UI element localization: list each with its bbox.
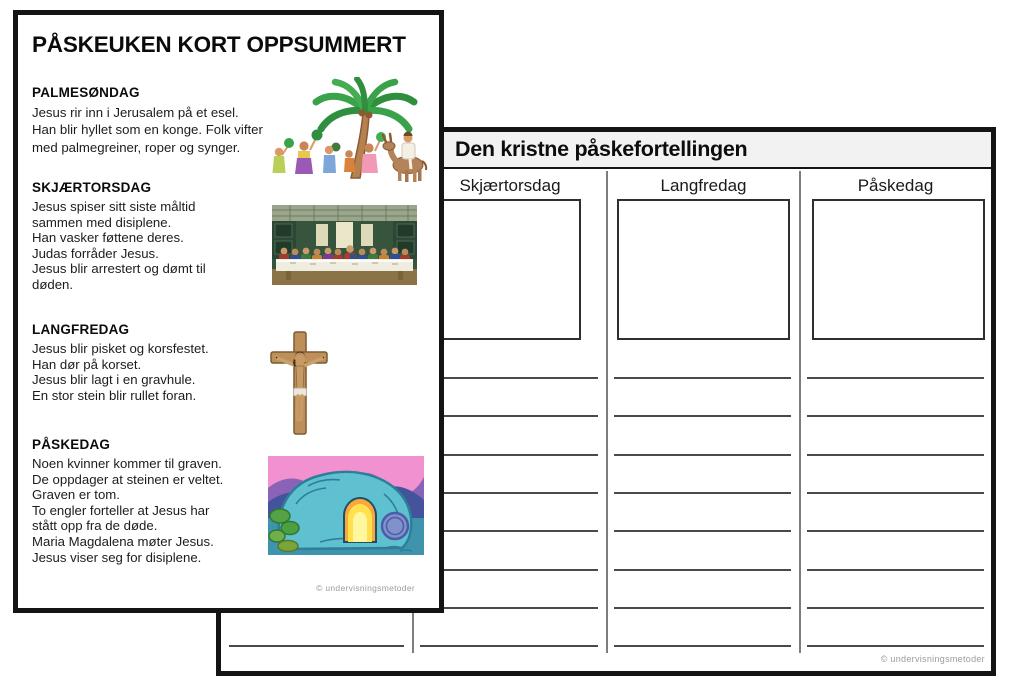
section-paaskedag [32,437,277,565]
column-separator [606,171,608,653]
last-supper-illustration [272,205,417,285]
section-heading: PALMESØNDAG [32,85,140,100]
section-heading: SKJÆRTORSDAG [32,180,152,195]
empty-tomb-illustration [268,456,424,555]
ruled-line [420,492,598,494]
body-line: med palmegreiner, roper og synger. [32,139,241,155]
ruled-line [614,454,791,456]
ruled-line [807,645,984,647]
rolled-stone [382,513,408,539]
body-line: Graven er tom. [32,487,120,503]
ruled-line [807,492,984,494]
body-line: To engler forteller at Jesus har [32,502,210,518]
body-line: sammen med disiplene. [32,214,172,230]
body-line: Jesus blir lagt i en gravhule. [32,372,196,388]
summary-credit: © undervisningsmetoder [316,583,415,593]
ruled-line [807,377,984,379]
worksheet-credit: © undervisningsmetoder [880,654,985,664]
body-line: Jesus rir inn i Jerusalem på et esel. [32,105,239,120]
ruled-line [807,415,984,417]
ruled-line [614,645,791,647]
ruled-line [807,530,984,532]
body-line: Maria Magdalena møter Jesus. [32,533,214,549]
ruled-line [807,607,984,609]
ruled-line [614,415,791,417]
ruled-line [614,530,791,532]
body-line: Jesus blir arrestert og dømt til [32,261,206,277]
body-line: Han vasker føttene deres. [32,230,184,246]
ruled-line [420,530,598,532]
body-line: Noen kvinner kommer til graven. [32,456,222,471]
body-line: Han blir hyllet som en konge. Folk vifter [32,122,263,138]
body-line: Jesus blir pisket og korsfestet. [32,341,209,356]
body-line: døden. [32,276,74,292]
ruled-line [420,645,598,647]
section-heading: LANGFREDAG [32,322,130,337]
column-label-paaskedag: Påskedag [857,176,934,195]
ruled-line [614,492,791,494]
ruled-line [807,454,984,456]
donkey-and-rider [383,132,426,183]
palm-sunday-illustration [265,77,431,183]
summary-page [13,10,444,613]
ruled-line [420,607,598,609]
ruled-line [614,377,791,379]
crowd-figures [273,130,387,175]
ruled-line [420,415,598,417]
body-line: Jesus viser seg for disiplene. [32,549,202,565]
ruled-line [420,377,598,379]
body-line: En stor stein blir rullet foran. [32,387,197,403]
column-separator [799,171,801,653]
column-label-skjaertorsdag: Skjærtorsdag [459,176,561,195]
body-line: Jesus spiser sitt siste måltid [32,199,196,214]
section-langfredag [32,322,277,403]
drawing-box-paaskedag [812,199,985,340]
section-heading: PÅSKEDAG [32,437,111,452]
drawing-box-langfredag [617,199,790,340]
body-line: stått opp fra de døde. [32,518,158,534]
ruled-line [420,454,598,456]
tomb-opening [344,498,376,542]
section-palmesondag [32,85,277,156]
drawing-box-skjaertorsdag [440,199,581,340]
ruled-line [614,607,791,609]
ruled-line [229,645,404,647]
section-skjaertorsdag [32,180,277,293]
column-label-langfredag: Langfredag [660,176,747,195]
ruled-line [614,569,791,571]
body-line: Judas forråder Jesus. [32,245,159,261]
worksheet-title: Den kristne påskefortellingen [455,137,748,161]
body-line: De oppdager at steinen er veltet. [32,471,224,487]
crucifix-illustration [263,328,335,438]
summary-page-title: PÅSKEUKEN KORT OPPSUMMERT [32,32,406,57]
ruled-line [420,569,598,571]
ruled-line [807,569,984,571]
body-line: Han dør på korset. [32,356,142,372]
